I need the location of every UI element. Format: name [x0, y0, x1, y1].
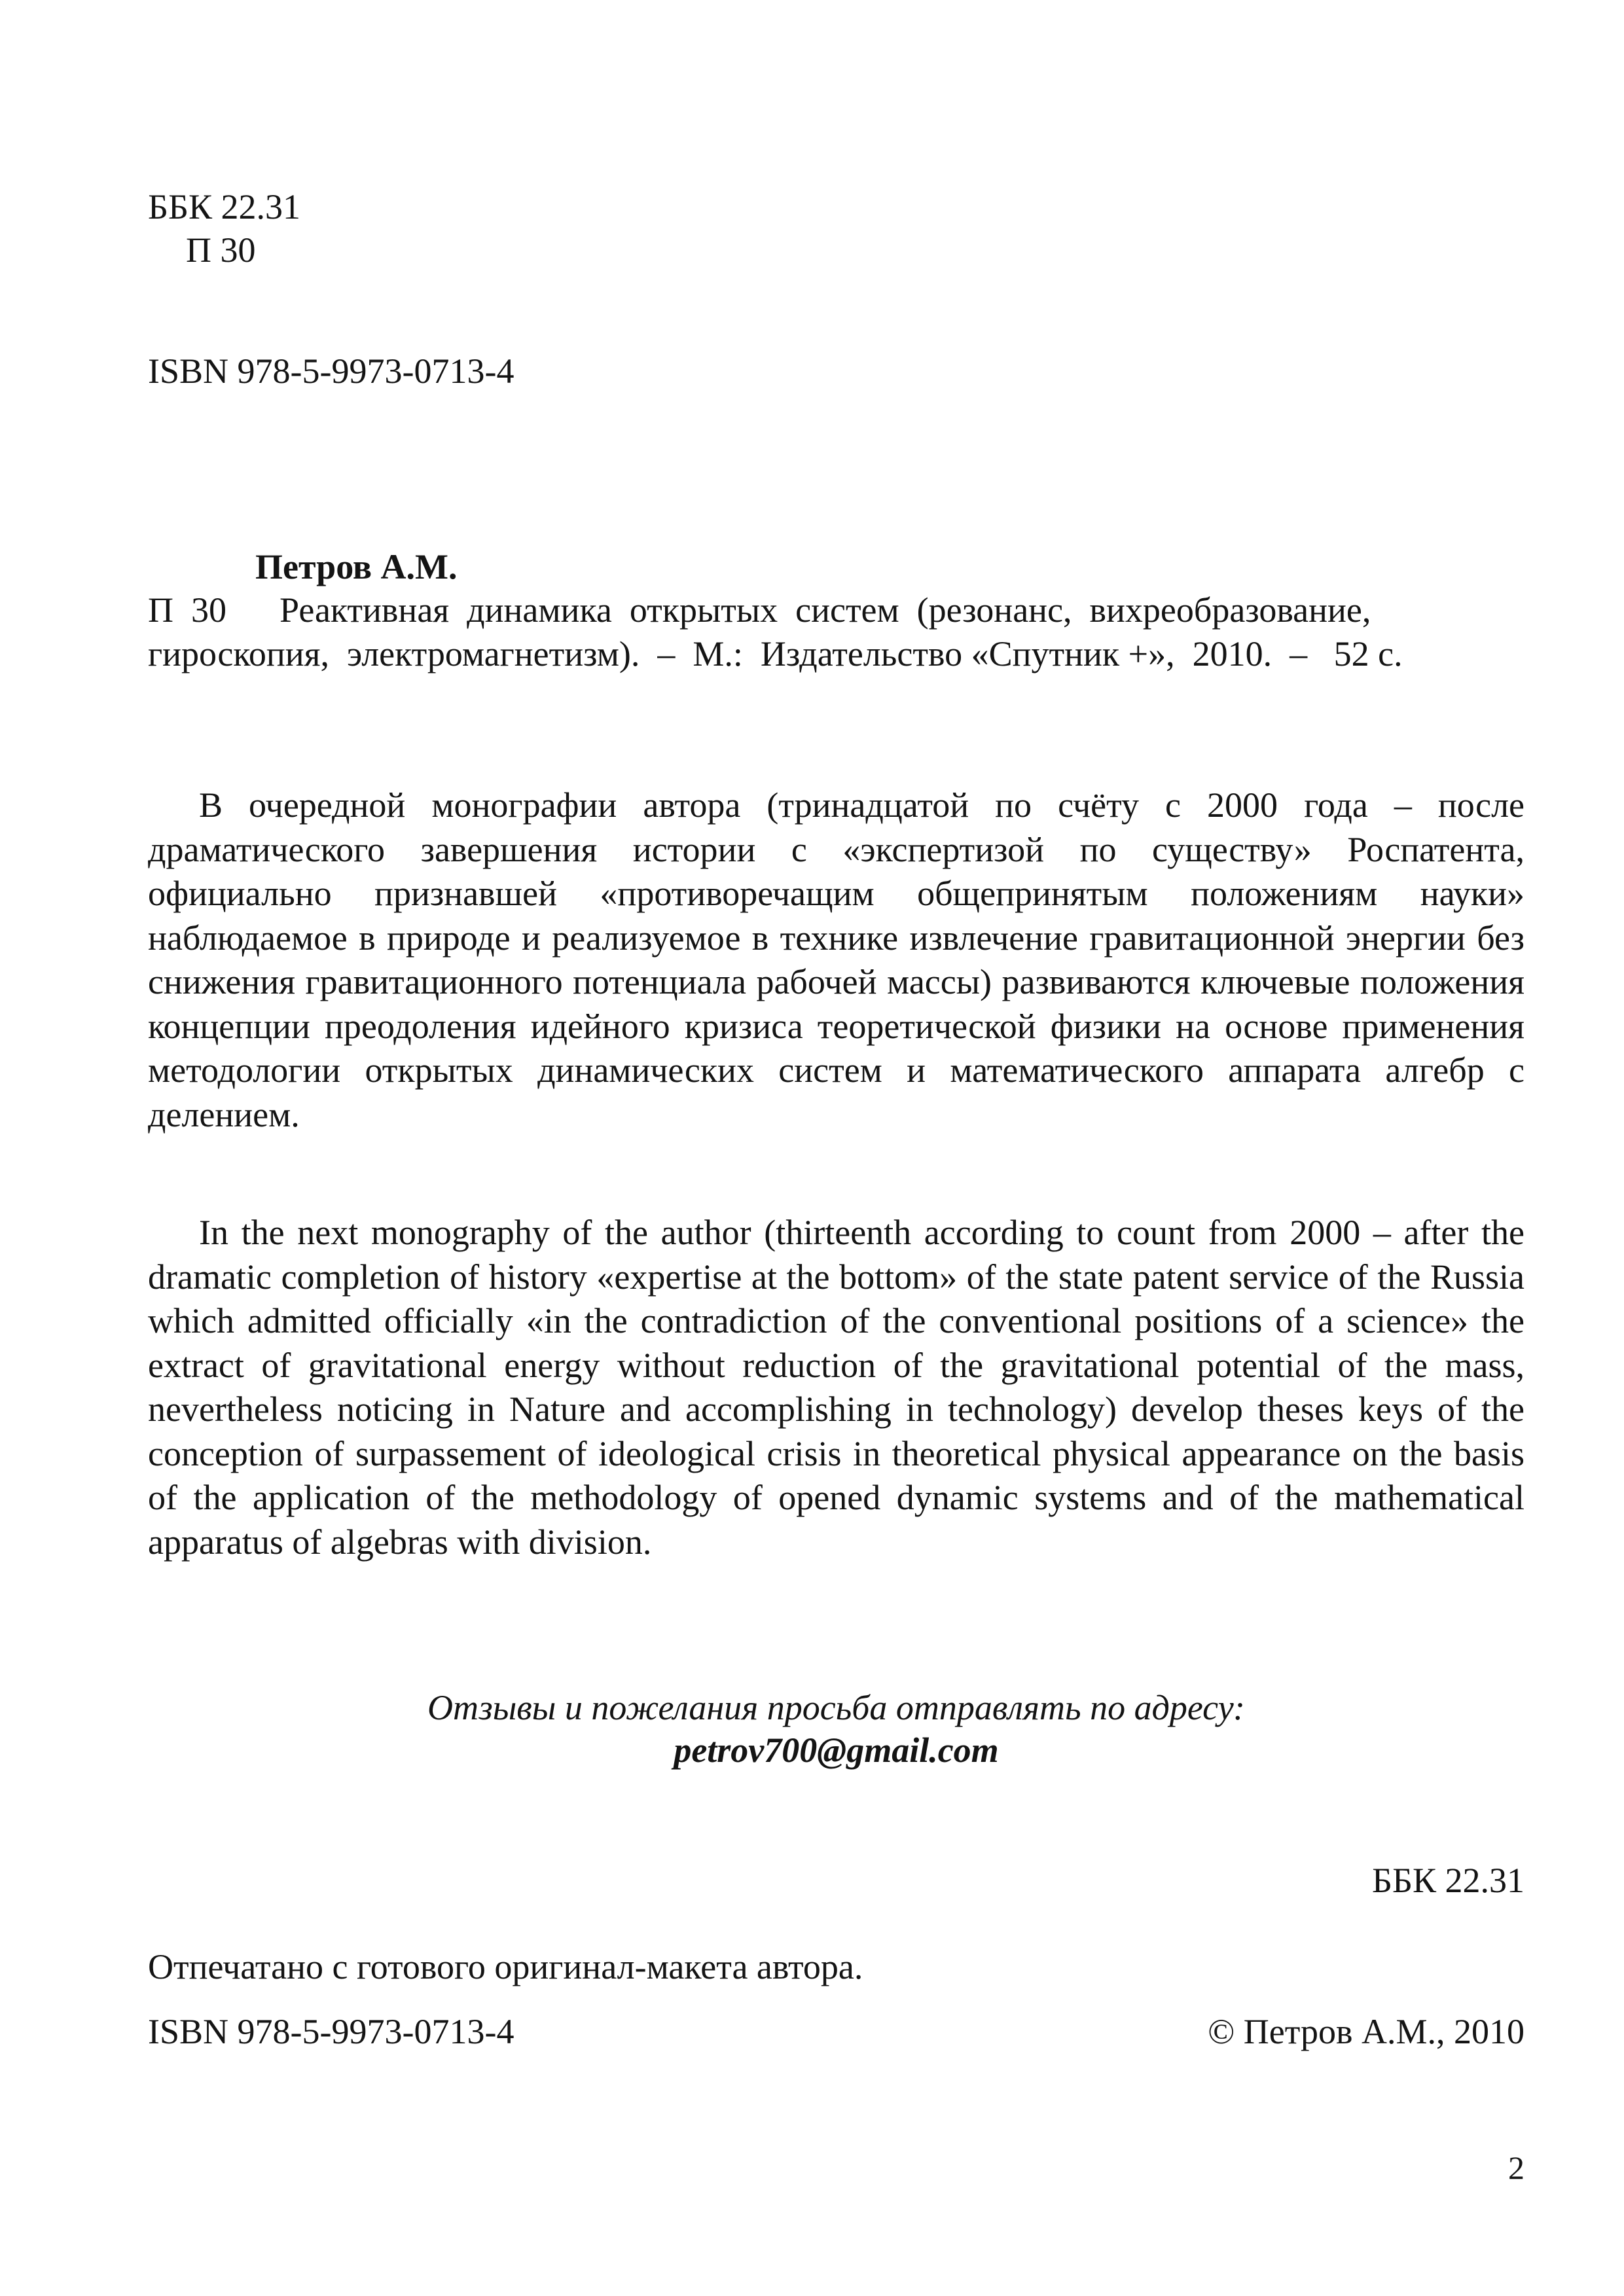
isbn-bottom: ISBN 978-5-9973-0713-4 [148, 2012, 514, 2051]
copyright-notice: © Петров А.М., 2010 [1208, 2012, 1525, 2051]
bbk-code-bottom: ББК 22.31 [1371, 1861, 1525, 1900]
contact-email: petrov700@gmail.com [674, 1731, 999, 1770]
bibliography-line-2: гироскопия, электромагнетизм). – М.: Издательство «Спутник +», 2010. – 52 с. [148, 634, 1403, 673]
printed-note: Отпечатано с готового оригинал-макета автора. [148, 1947, 863, 1986]
author-mark-top: П 30 [186, 230, 256, 270]
abstract-russian: В очередной монографии автора (тринадцатой по счёту с 2000 года – после драматического завершения истории с «экспертизой по существу» Роспатента, официально признавшей «противоречащим общепринятым положениям науки» наблюдаемое в природе и реализуемое в технике извлечение гравитационной энергии без снижения гравитационного потенциала рабочей массы) развиваются ключевые положения концепции преодоления идейного кризиса теоретической физики на основе применения методологии открытых динамических систем и математического аппарата алгебр с делением. [148, 785, 1525, 1134]
bbk-code-top: ББК 22.31 [148, 187, 301, 226]
bibliography-line-1: П 30 Реактивная динамика открытых систем (резонанс, вихреобразование, [148, 590, 1371, 630]
page-number: 2 [1508, 2149, 1525, 2186]
isbn-top: ISBN 978-5-9973-0713-4 [148, 351, 514, 391]
abstract-english: In the next monography of the author (thirteenth according to count from 2000 – after the dramatic completion of history «expertise at the bottom» of the state patent service of the Russia which admitted officially «in the contradiction of the conventional positions of a science» the extract of gravitational energy without reduction of the gravitational potential of the mass, nevertheless noticing in Nature and accomplishing in technology) develop theses keys of the conception of surpassement of ideological crisis in theoretical physical appearance on the basis of the application of the methodology of opened dynamic systems and of the mathematical apparatus of algebras with division. [148, 1213, 1525, 1562]
bibliography-author: Петров А.М. [255, 547, 458, 586]
contact-request: Отзывы и пожелания просьба отправлять по адресу: [427, 1688, 1245, 1727]
